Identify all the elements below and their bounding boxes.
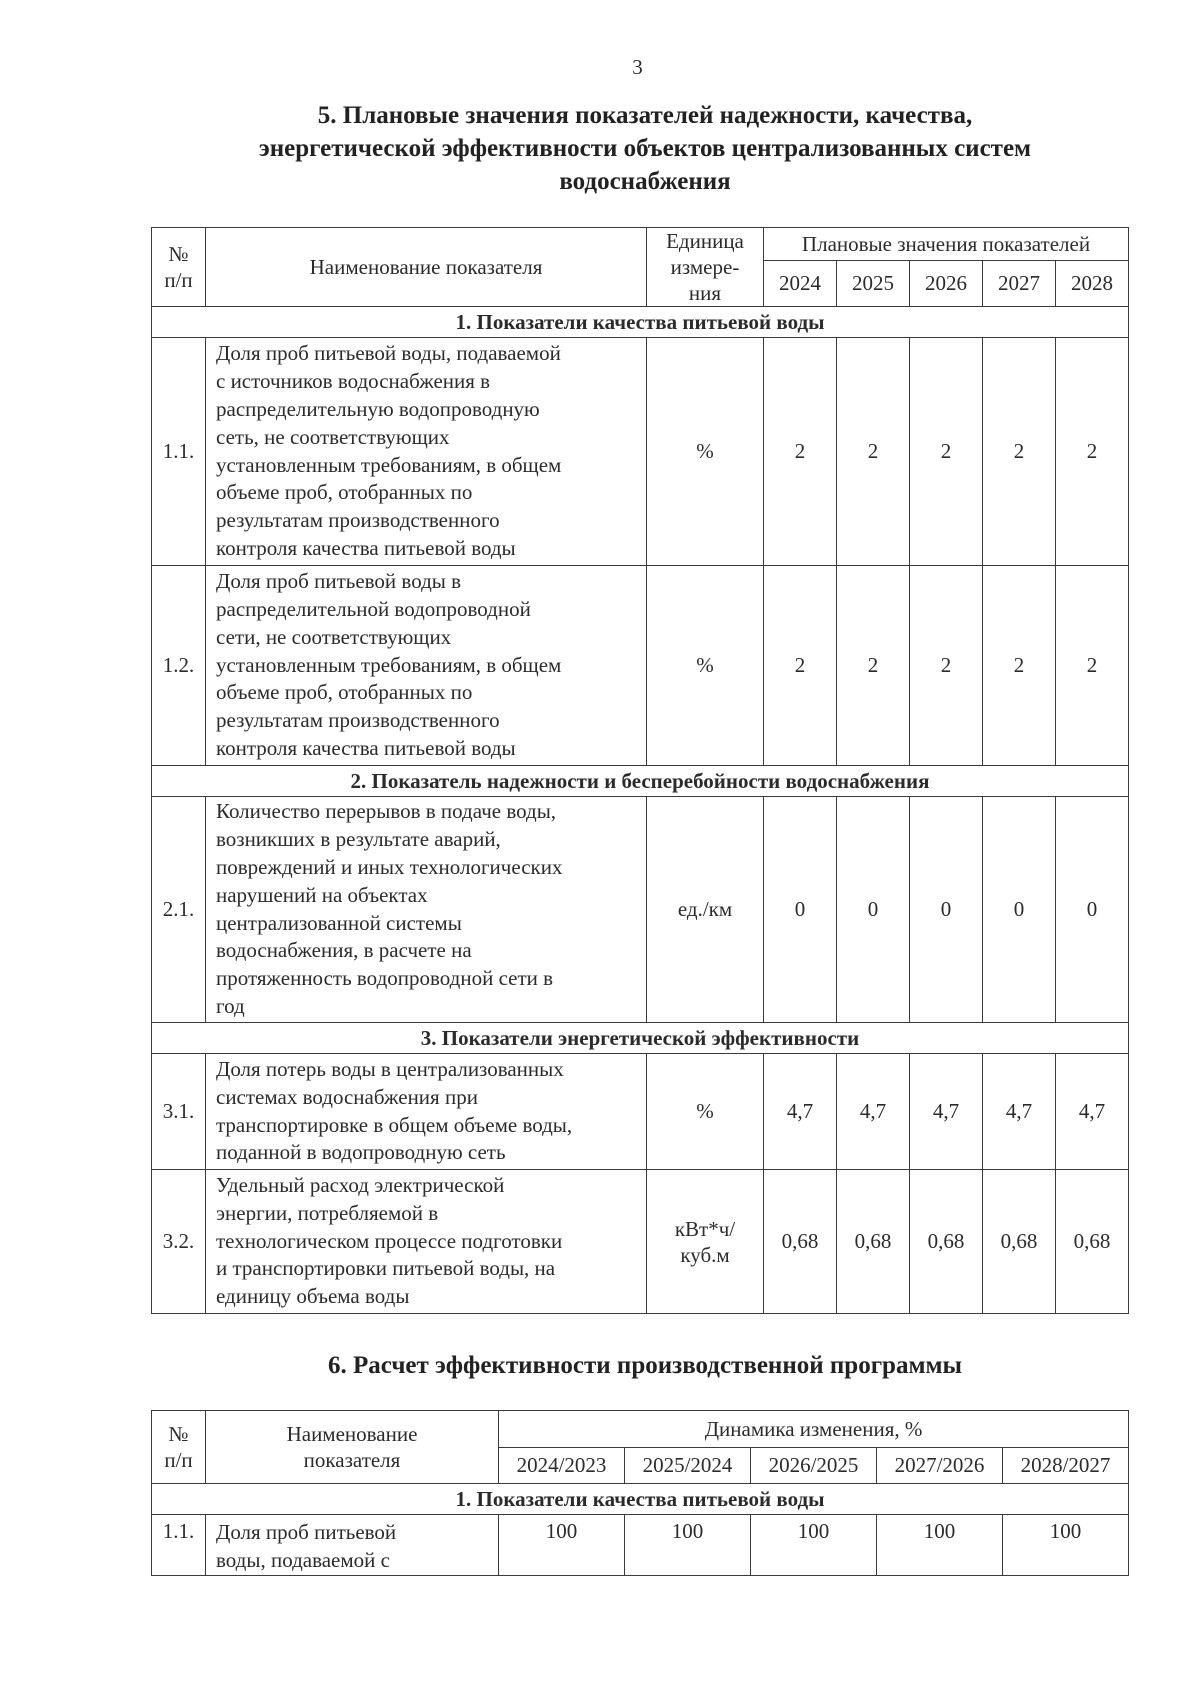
section-5-title-line: энергетической эффективности объектов централизованных систем — [258, 135, 1032, 162]
row-value: 0,68 — [983, 1170, 1056, 1314]
row-unit: % — [647, 338, 764, 566]
header-year: 2026 — [910, 261, 983, 307]
planned-indicators-table — [151, 227, 1129, 1314]
group-title: 1. Показатели качества питьевой воды — [152, 307, 1129, 338]
header-num: № п/п — [152, 1411, 206, 1484]
row-value: 2 — [983, 338, 1056, 566]
header-period: 2024/2023 — [499, 1448, 625, 1484]
header-year: 2028 — [1056, 261, 1129, 307]
row-indicator-name: Доля потерь воды в централизованных системах водоснабжения при транспортировке в общем объеме воды, поданной в водопроводную сеть — [206, 1054, 647, 1170]
table-row — [152, 1515, 1129, 1576]
row-value: 100 — [499, 1515, 625, 1576]
row-value: 4,7 — [1056, 1054, 1129, 1170]
row-num: 1.1. — [152, 1515, 206, 1576]
row-value: 2 — [983, 566, 1056, 766]
row-value: 4,7 — [910, 1054, 983, 1170]
header-year: 2027 — [983, 261, 1056, 307]
row-unit: ед./км — [647, 797, 764, 1023]
group-title: 1. Показатели качества питьевой воды — [152, 1484, 1129, 1515]
row-value: 2 — [1056, 338, 1129, 566]
row-value: 2 — [1056, 566, 1129, 766]
row-value: 0 — [764, 797, 837, 1023]
section-5-title-line: водоснабжения — [559, 168, 731, 195]
row-value: 2 — [764, 566, 837, 766]
header-period: 2025/2024 — [625, 1448, 751, 1484]
table-row — [152, 1054, 1129, 1170]
row-value: 100 — [1003, 1515, 1129, 1576]
row-value: 100 — [625, 1515, 751, 1576]
row-value: 2 — [910, 566, 983, 766]
header-period: 2028/2027 — [1003, 1448, 1129, 1484]
header-period: 2026/2025 — [751, 1448, 877, 1484]
header-indicator-name: Наименование показателя — [206, 228, 647, 307]
header-year: 2024 — [764, 261, 837, 307]
row-value: 0,68 — [910, 1170, 983, 1314]
row-indicator-name: Доля проб питьевой воды, подаваемой с — [206, 1515, 499, 1576]
group-title: 3. Показатели энергетической эффективности — [152, 1023, 1129, 1054]
row-unit: % — [647, 566, 764, 766]
row-value: 100 — [877, 1515, 1003, 1576]
table-row — [152, 1170, 1129, 1314]
row-num: 2.1. — [152, 797, 206, 1023]
group-title: 2. Показатель надежности и бесперебойности водоснабжения — [152, 766, 1129, 797]
row-value: 4,7 — [837, 1054, 910, 1170]
row-value: 0,68 — [1056, 1170, 1129, 1314]
row-unit: % — [647, 1054, 764, 1170]
row-value: 2 — [910, 338, 983, 566]
header-unit: Единица измере- ния — [647, 228, 764, 307]
row-value: 0 — [1056, 797, 1129, 1023]
header-period: 2027/2026 — [877, 1448, 1003, 1484]
row-value: 4,7 — [764, 1054, 837, 1170]
table-row — [152, 566, 1129, 766]
header-planned-values: Плановые значения показателей — [764, 228, 1129, 261]
row-value: 0 — [910, 797, 983, 1023]
table-row — [152, 338, 1129, 566]
table-row — [152, 797, 1129, 1023]
section-5-title-line: 5. Плановые значения показателей надежности, качества, — [317, 102, 973, 129]
row-num: 1.1. — [152, 338, 206, 566]
header-dynamics: Динамика изменения, % — [499, 1411, 1129, 1448]
row-num: 3.2. — [152, 1170, 206, 1314]
header-num: № п/п — [152, 228, 206, 307]
row-value: 0,68 — [764, 1170, 837, 1314]
row-value: 100 — [751, 1515, 877, 1576]
row-indicator-name: Количество перерывов в подаче воды, возникших в результате аварий, повреждений и иных технологических нарушений на объектах централизованной системы водоснабжения, в расчете на протяженность водопроводной сети в год — [206, 797, 647, 1023]
row-value: 0,68 — [837, 1170, 910, 1314]
row-num: 1.2. — [152, 566, 206, 766]
section-5-title — [170, 99, 1120, 198]
row-value: 2 — [764, 338, 837, 566]
row-indicator-name: Доля проб питьевой воды, подаваемой с источников водоснабжения в распределительную водопроводную сеть, не соответствующих установленным требованиям, в общем объеме проб, отобранных по результатам производственного контроля качества питьевой воды — [206, 338, 647, 566]
row-indicator-name: Доля проб питьевой воды в распределительной водопроводной сети, не соответствующих установленным требованиям, в общем объеме проб, отобранных по результатам производственного контроля качества питьевой воды — [206, 566, 647, 766]
row-num: 3.1. — [152, 1054, 206, 1170]
header-year: 2025 — [837, 261, 910, 307]
page-number: 3 — [632, 55, 643, 79]
header-indicator-name: Наименование показателя — [206, 1411, 499, 1484]
program-efficiency-table — [151, 1410, 1129, 1576]
section-6-title: 6. Расчет эффективности производственной программы — [327, 1352, 963, 1379]
row-indicator-name: Удельный расход электрической энергии, потребляемой в технологическом процессе подготовки и транспортировки питьевой воды, на единицу объема воды — [206, 1170, 647, 1314]
row-value: 4,7 — [983, 1054, 1056, 1170]
row-unit: кВт*ч/ куб.м — [647, 1170, 764, 1314]
row-value: 2 — [837, 338, 910, 566]
row-value: 0 — [837, 797, 910, 1023]
row-value: 2 — [837, 566, 910, 766]
row-value: 0 — [983, 797, 1056, 1023]
